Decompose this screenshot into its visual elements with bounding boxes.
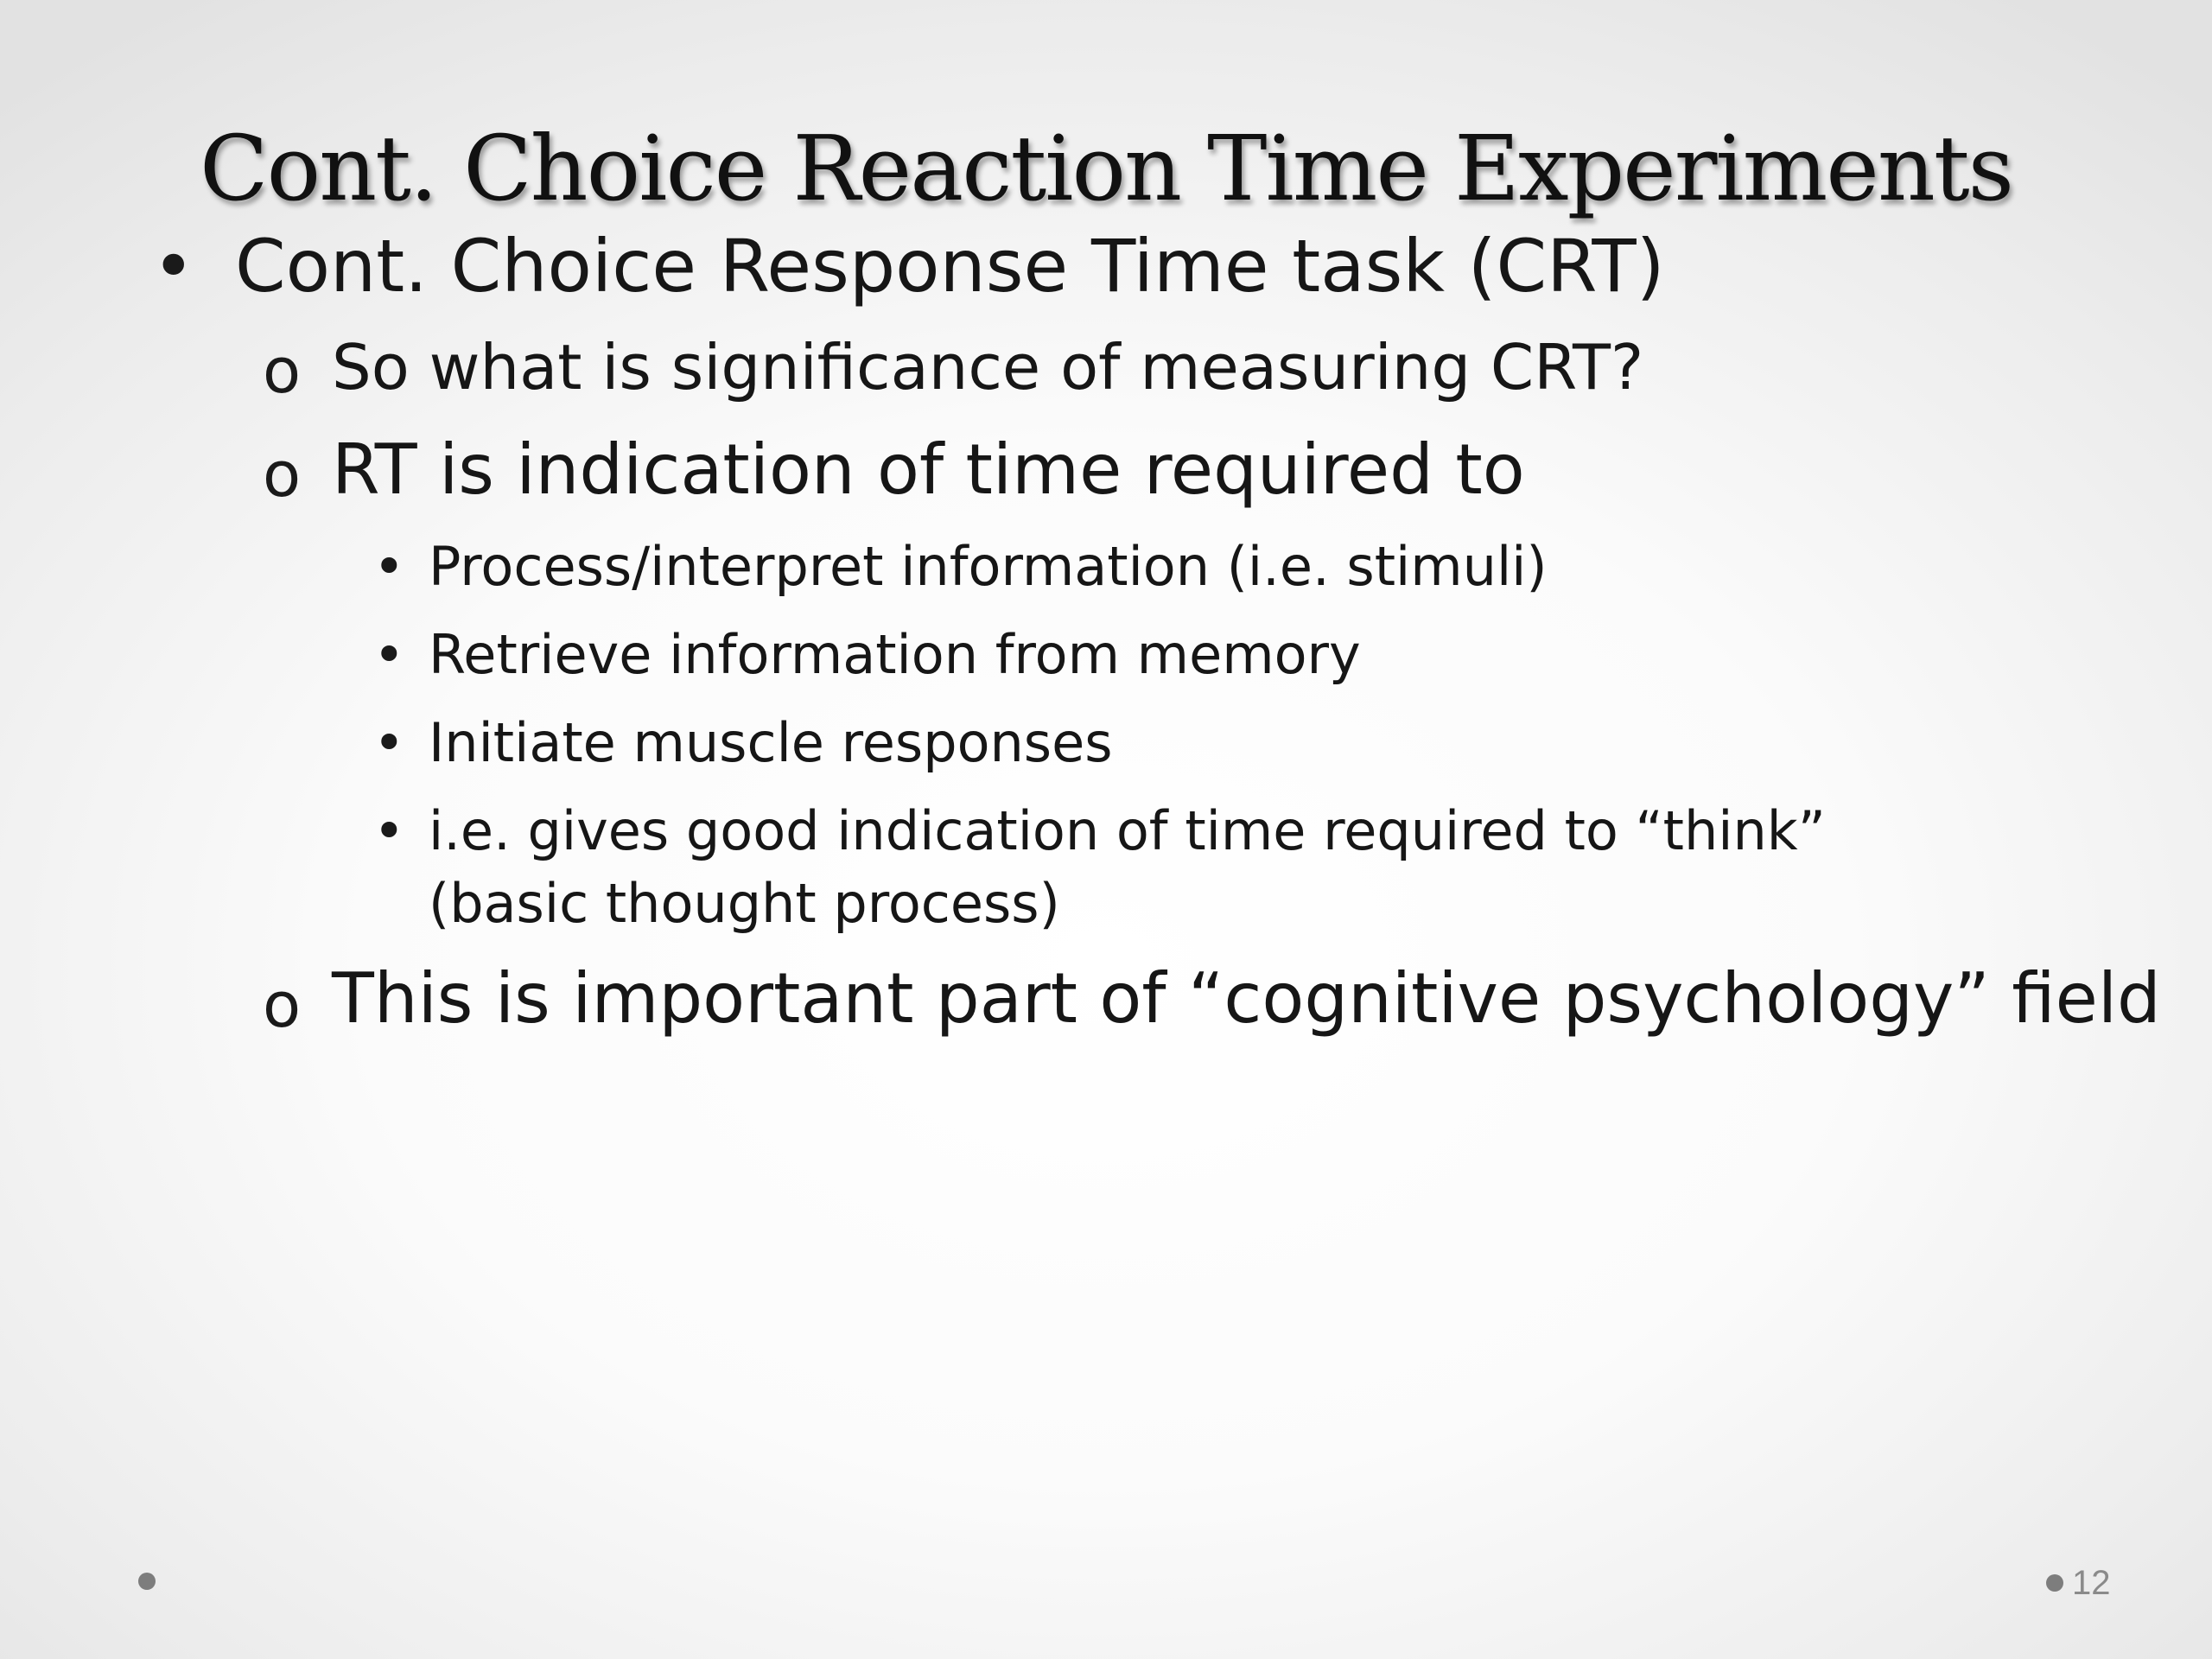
item-process-information: Process/interpret information (i.e. stimuli) <box>429 535 1548 598</box>
item-think-indication: i.e. gives good indication of time required to “think” <box>429 799 1826 862</box>
sub-sub-bullet-marker: • <box>373 711 405 774</box>
item-initiate-muscle: Initiate muscle responses <box>429 711 1113 774</box>
footer-right-dot <box>2046 1574 2063 1592</box>
item-think-indication-continued: (basic thought process) <box>429 872 1060 935</box>
item-retrieve-information: Retrieve information from memory <box>429 623 1361 686</box>
slide-title <box>0 104 2212 233</box>
slide-title-text: Cont. Choice Reaction Time Experiments <box>200 116 2012 221</box>
slide-page-number: 12 <box>2072 1564 2111 1602</box>
sub-sub-bullet-marker: • <box>373 623 405 686</box>
bullet-main: Cont. Choice Response Time task (CRT) <box>235 224 1665 308</box>
sub-bullet-marker: o <box>263 334 302 407</box>
sub-bullet-marker: o <box>263 438 302 511</box>
footer-left-dot <box>138 1573 156 1590</box>
sub-bullet-rt-indication: RT is indication of time required to <box>332 429 1525 510</box>
sub-bullet-significance: So what is significance of measuring CRT? <box>332 331 1644 404</box>
sub-bullet-marker: o <box>263 969 302 1041</box>
sub-sub-bullet-marker: • <box>373 535 405 598</box>
sub-bullet-cognitive-psychology: This is important part of “cognitive psychology” field <box>332 958 2161 1039</box>
sub-sub-bullet-marker: • <box>373 799 405 862</box>
bullet-marker: • <box>152 224 195 308</box>
